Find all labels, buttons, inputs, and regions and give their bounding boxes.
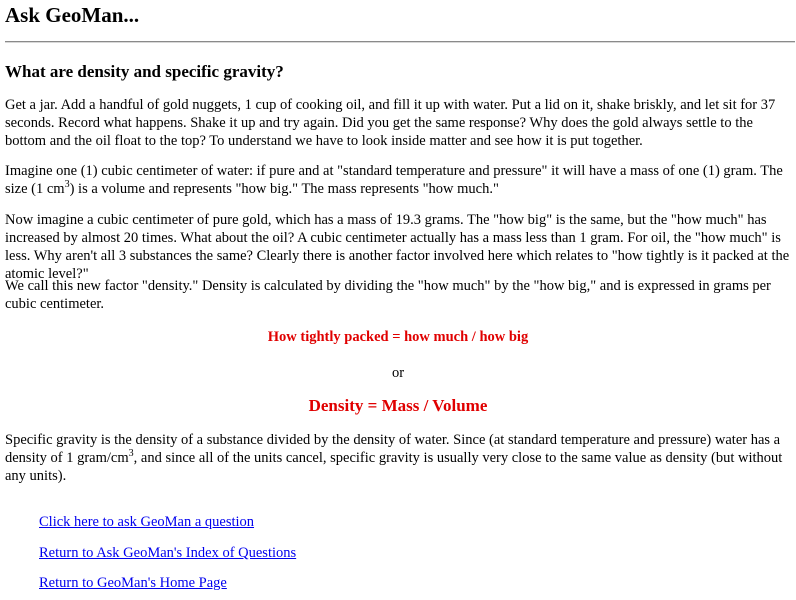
index-of-questions-link[interactable]: Return to Ask GeoMan's Index of Questions	[39, 545, 297, 561]
header-divider	[5, 41, 795, 43]
site-title: Ask GeoMan...	[5, 3, 140, 27]
paragraph-specific-gravity	[5, 431, 795, 485]
paragraph-text: , and since all of the units cancel, specific gravity is usually very close to the same value as density (but without any units).	[5, 450, 783, 484]
paragraph-gold-comparison: Now imagine a cubic centimeter of pure gold, which has a mass of 19.3 grams. The "how big" is the same, but the "how much" has increased by almost 20 times. What about the oil? A cubic centimeter actually has a mass less than 1 gram. For oil, the "how much" is less. Why aren't all 3 substances the same? Clearly there is another factor involved here which relates to "how tightly is it packed at the atomic level?"	[5, 212, 790, 282]
paragraph-jar-experiment: Get a jar. Add a handful of gold nuggets, 1 cup of cooking oil, and fill it up with water. Put a lid on it, shake briskly, and let sit for 37 seconds. Record what happens. Shake it up and try again. Did you get the same response? Why does the gold always settle to the bottom and the oil float to the top? To understand we have to look inside matter and see how it is put together.	[5, 97, 776, 149]
superscript: 3	[128, 448, 134, 460]
or-separator: or	[391, 365, 405, 381]
paragraph-text: ) is a volume and represents "how big." The mass represents "how much."	[69, 181, 499, 197]
formula-density: Density = Mass / Volume	[308, 396, 488, 415]
ask-question-link[interactable]: Click here to ask GeoMan a question	[39, 514, 255, 530]
paragraph-text: Imagine one (1) cubic centimeter of water: if pure and at "standard temperature and pressure" it will have a mass of one (1) gram. The size (1 cm	[5, 163, 783, 197]
paragraph-text: Specific gravity is the density of a substance divided by the density of water. Since (at standard temperature and pressure) water has a density of 1 gram/cm	[5, 432, 781, 466]
formula-tightly-packed: How tightly packed = how much / how big	[267, 329, 529, 345]
superscript: 3	[64, 179, 70, 191]
paragraph-water-volume	[5, 162, 795, 198]
paragraph-density-definition: We call this new factor "density." Density is calculated by dividing the "how much" by the "how big," and is expressed in grams per cubic centimeter.	[5, 278, 771, 312]
question-heading: What are density and specific gravity?	[5, 62, 284, 81]
home-page-link[interactable]: Return to GeoMan's Home Page	[39, 575, 227, 591]
